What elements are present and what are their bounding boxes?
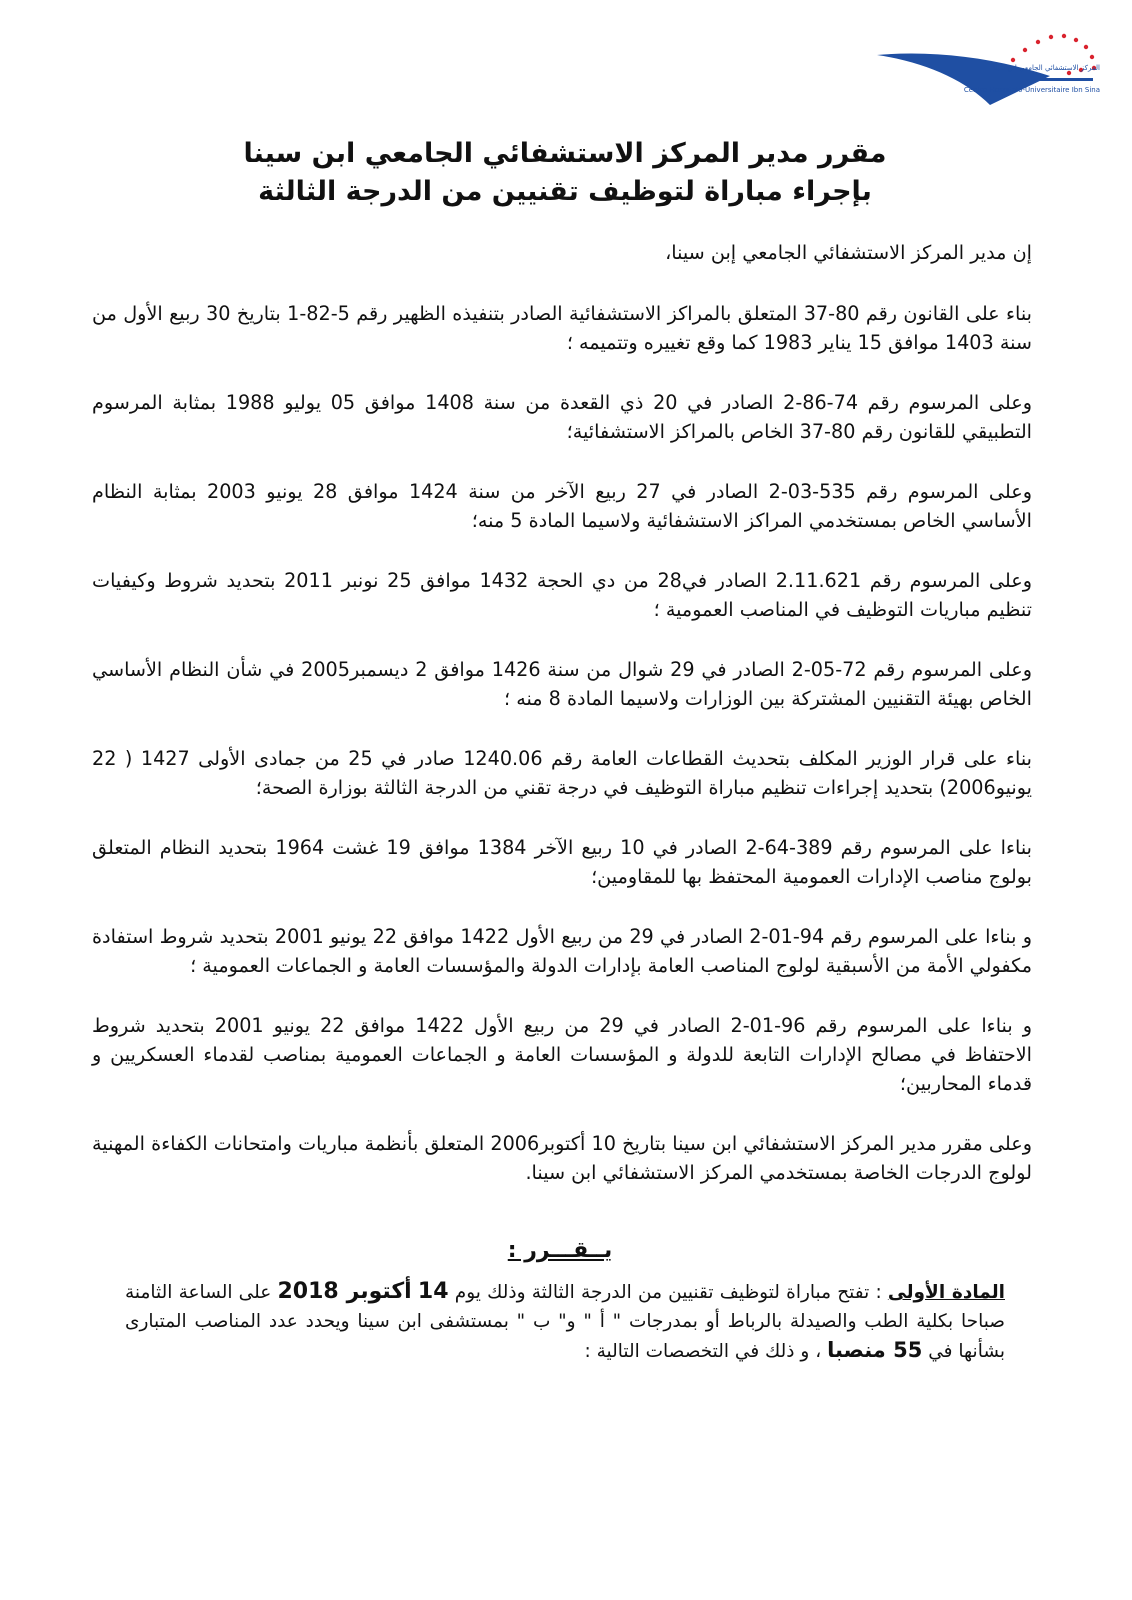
- preamble: [92, 238, 1032, 1218]
- decides-heading: يــقـــرر :: [507, 1238, 613, 1263]
- article-text-a: : تفتح مباراة لتوظيف تقنيين من الدرجة الثالثة وذلك يوم: [448, 1282, 888, 1303]
- paragraph: وعلى المرسوم رقم 2.11.621 الصادر في28 من دي الحجة 1432 موافق 25 نونبر 2011 بتحديد شروط وكيفيات تنظيم مباريات التوظيف في المناصب العمومية ؛: [92, 569, 1032, 621]
- paragraph: وعلى المرسوم رقم 72-05-2 الصادر في 29 شوال من سنة 1426 موافق 2 ديسمبر2005 في شأن النظام الأساسي الخاص بهيئة التقنيين المشتركة بين الوزارات ولاسيما المادة 8 منه ؛: [92, 658, 1032, 710]
- paragraph: إن مدير المركز الاستشفائي الجامعي إبن سينا،: [665, 241, 1032, 264]
- paragraph: و بناءا على المرسوم رقم 94-01-2 الصادر في 29 من ربيع الأول 1422 موافق 22 يونيو 2001 بتحديد شروط استفادة مكفولي الأمة من الأسبقية لولوج المناصب العامة بإدارات الدولة والمؤسسات العامة و الجماعات العمومية ؛: [92, 925, 1032, 977]
- paragraph: وعلى المرسوم رقم 535-03-2 الصادر في 27 ربيع الآخر من سنة 1424 موافق 28 يونيو 2003 بمثابة النظام الأساسي الخاص بمستخدمي المراكز الاستشفائية ولاسيما المادة 5 منه؛: [92, 480, 1032, 532]
- hospital-logo: [875, 20, 1100, 110]
- document-title: [160, 135, 970, 211]
- paragraph: و بناءا على المرسوم رقم 96-01-2 الصادر في 29 من ربيع الأول 1422 موافق 22 يونيو 2001 بتحديد شروط الاحتفاظ في مصالح الإدارات التابعة للدولة و المؤسسات العامة و الجماعات العمومية بمناصب لقدماء العسكريين و قدماء المحاربين؛: [92, 1014, 1032, 1095]
- article-text-b: على الساعة الثامنة صباحا بكلية الطب والصيدلة بالرباط أو بمدرجات " أ " و" ب " بمستشفى ابن سينا ويحدد عدد المناصب المتبارى بشأنها في: [125, 1282, 1005, 1362]
- paragraph: بناء على القانون رقم 80-37 المتعلق بالمراكز الاستشفائية الصادر بتنفيذه الظهير رقم 5-82-1 بتاريخ 30 ربيع الأول من سنة 1403 موافق 15 يناير 1983 كما وقع تغييره وتتميمه ؛: [92, 302, 1032, 354]
- logo-name-ar: المركز الاستشفائي الجامعي ابن سينا: [993, 64, 1100, 72]
- title-line-2: بإجراء مباراة لتوظيف تقنيين من الدرجة الثالثة: [258, 176, 872, 207]
- article-post-count: 55 منصبا: [827, 1338, 923, 1362]
- paragraph: بناءا على المرسوم رقم 389-64-2 الصادر في 10 ربيع الآخر 1384 موافق 19 غشت 1964 بتحديد النظام المتعلق بولوج مناصب الإدارات العمومية المحتفظ بها للمقاومين؛: [92, 836, 1032, 888]
- paragraph: وعلى مقرر مدير المركز الاستشفائي ابن سينا بتاريخ 10 أكتوبر2006 المتعلق بأنظمة مباريات وامتحانات الكفاءة المهنية لولوج الدرجات الخاصة بمستخدمي المركز الاستشفائي ابن سينا.: [92, 1132, 1032, 1184]
- paragraph: وعلى المرسوم رقم 74-86-2 الصادر في 20 ذي القعدة من سنة 1408 موافق 05 يوليو 1988 بمثابة المرسوم التطبيقي للقانون رقم 80-37 الخاص بالمراكز الاستشفائية؛: [92, 391, 1032, 443]
- logo-name-fr: Centre Hospitalo-Universitaire Ibn Sina: [963, 86, 1100, 94]
- article-text-c: ، و ذلك في التخصصات التالية :: [584, 1341, 828, 1362]
- article-1: [125, 1277, 1005, 1366]
- article-heading: المادة الأولى: [887, 1282, 1005, 1303]
- article-day: 14: [417, 1279, 449, 1304]
- paragraph: بناء على قرار الوزير المكلف بتحديث القطاعات العامة رقم 1240.06 صادر في 25 من جمادى الأولى 1427 ( 22 يونيو2006) بتحديد إجراءات تنظيم مباراة التوظيف في درجة تقني من الدرجة الثالثة بوزارة الصحة؛: [92, 747, 1032, 799]
- article-month-year: أكتوبر 2018: [277, 1279, 412, 1304]
- title-line-1: مقرر مدير المركز الاستشفائي الجامعي ابن سينا: [243, 138, 887, 169]
